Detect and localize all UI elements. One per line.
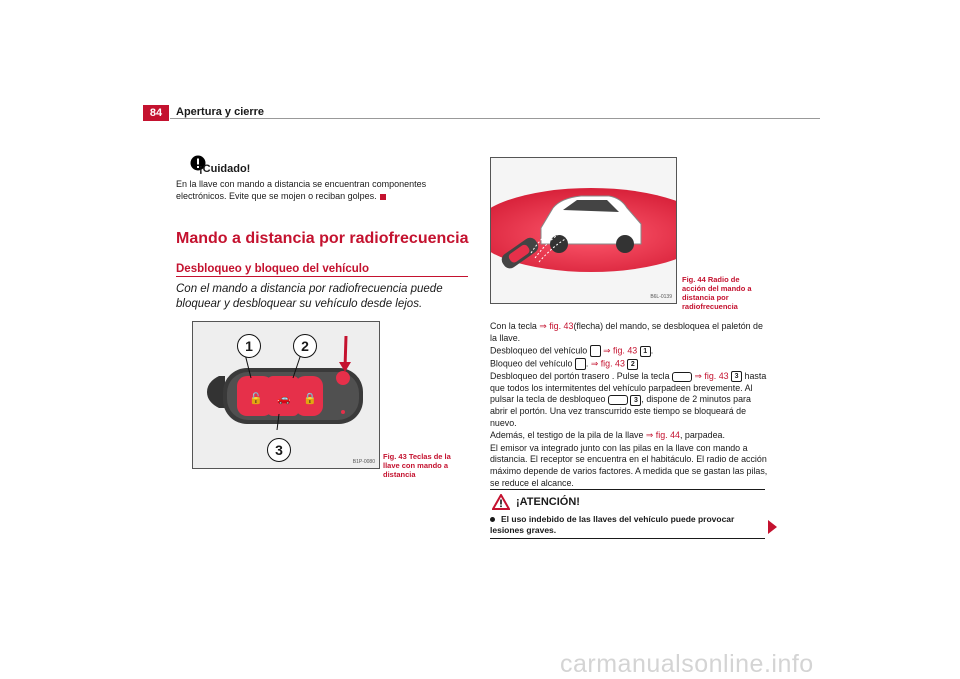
fig43-code: B1P-0080	[352, 459, 375, 465]
fig43-caption: Fig. 43 Teclas de la llave con mando a distancia	[383, 452, 451, 479]
chapter-title: Apertura y cierre	[176, 106, 265, 118]
svg-text:🔓: 🔓	[249, 392, 263, 405]
fig43-label-1: 1	[237, 334, 261, 358]
watermark: carmanualsonline.info	[560, 650, 814, 678]
warning-text: El uso indebido de las llaves del vehículo puede provocar lesiones graves.	[490, 514, 735, 535]
fig43-link[interactable]: ⇒ fig. 43	[603, 345, 638, 356]
bullet-icon	[490, 517, 495, 522]
key-badge-2: 2	[627, 359, 638, 370]
header-rule	[170, 118, 820, 119]
fig43-link[interactable]: ⇒ fig. 43	[539, 321, 574, 331]
figure-44-range	[490, 157, 677, 304]
key-badge-1: 1	[640, 346, 651, 357]
warning-title: ¡ATENCIÓN!	[516, 496, 580, 508]
fig44-caption: Fig. 44 Radio de acción del mando a distancia por radiofrecuencia	[682, 275, 752, 311]
paragraph-4: Desbloqueo del portón trasero . Pulse la tecla ⇒ fig. 43 3 hasta que todos los intermitentes del vehículo parpadeen brevemente. Al pulsar la tecla de desbloqueo 3 , dispone de 2 minutos para abrir el portón. Una vez transcurrido este tiempo se bloqueará de nuevo.	[490, 371, 767, 428]
fig44-code: B6L-0139	[650, 294, 672, 300]
key-badge-3: 3	[731, 371, 742, 382]
unlock-icon	[590, 345, 601, 357]
fig44-link[interactable]: ⇒ fig. 44	[645, 430, 680, 441]
page-number: 84	[143, 105, 169, 121]
tailgate-key-icon	[672, 372, 692, 382]
fig43-label-3: 3	[267, 438, 291, 462]
section-intro: Con el mando a distancia por radiofrecuencia puede bloquear y desbloquear su vehículo desde lejos.	[176, 283, 443, 310]
paragraph-1: Con la tecla ⇒ fig. 43(flecha) del mando, se desbloquea el paletón de la llave.	[490, 321, 763, 343]
end-mark-icon	[380, 194, 386, 200]
svg-text:🔒: 🔒	[303, 392, 317, 405]
paragraph-5: Además, el testigo de la pila de la llave ⇒ fig. 44, parpadea.	[490, 430, 725, 441]
paragraph-6: El emisor va integrado junto con las pilas en la llave con mando a distancia. El receptor se encuentra en el habitáculo. El radio de acción máximo depende de varios factores. A medida que se gastan las pilas, se reduce el alcance.	[490, 442, 768, 488]
caution-title: ¡Cuidado!	[199, 163, 251, 175]
range-illustration	[491, 158, 676, 303]
next-page-arrow-icon	[768, 520, 777, 534]
fig43-label-2: 2	[293, 334, 317, 358]
warning-box	[490, 489, 765, 539]
paragraph-2: Desbloqueo del vehículo ⇒ fig. 43 1 .	[490, 345, 654, 356]
fig43-link[interactable]: ⇒ fig. 43	[590, 358, 625, 369]
subsection-rule	[176, 276, 468, 277]
section-title: Mando a distancia por radiofrecuencia	[176, 230, 469, 247]
warning-icon	[492, 494, 510, 510]
fig43-link[interactable]: ⇒ fig. 43	[694, 371, 729, 382]
body-text	[490, 321, 768, 490]
lock-icon	[575, 358, 586, 370]
svg-text:🚗: 🚗	[277, 392, 291, 405]
paragraph-3: Bloqueo del vehículo . ⇒ fig. 43 2	[490, 358, 768, 370]
caution-text: En la llave con mando a distancia se encuentran componentes electrónicos. Evite que se mojen o reciban golpes.	[176, 179, 427, 201]
key-badge-3b: 3	[630, 395, 641, 406]
subsection-title: Desbloqueo y bloqueo del vehículo	[176, 263, 369, 275]
tailgate-key-icon	[608, 395, 628, 405]
figure-43-key	[192, 321, 380, 469]
